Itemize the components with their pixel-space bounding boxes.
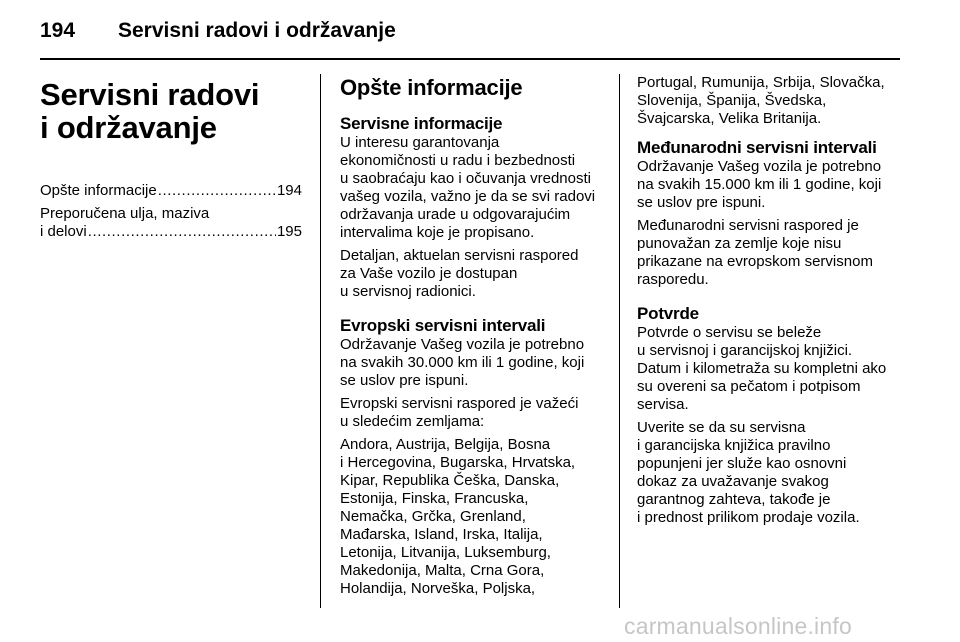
toc-leader-dots xyxy=(88,223,276,241)
subheading-potvrde: Potvrde xyxy=(637,304,699,323)
toc-entry[interactable] xyxy=(40,205,302,241)
paragraph: Evropski servisni raspored je važeći u sledećim zemljama: xyxy=(340,395,579,430)
toc-entry-page: 194 xyxy=(276,182,302,199)
paragraph: Održavanje Vašeg vozila je potrebno na svakih 15.000 km ili 1 godine, koji se uslov pre ispuni. xyxy=(637,158,882,211)
paragraph: U interesu garantovanja ekonomičnosti u radu i bezbednosti u saobraćaju kao i očuvanja vrednosti vašeg vozila, važno je da se svi radovi održavanja urade u odgovarajućim intervalima koje je propisano. xyxy=(340,134,596,241)
country-list-continued: Portugal, Rumunija, Srbija, Slovačka, Slovenija, Španija, Švedska, Švajcarska, Velika Britanija. xyxy=(637,74,885,127)
column-divider xyxy=(619,74,620,608)
subheading-medjunarodni-intervali: Međunarodni servisni intervali xyxy=(637,138,877,157)
paragraph: Međunarodni servisni raspored je punovažan za zemlje koje nisu prikazane na evropskom servisnom rasporedu. xyxy=(637,217,873,288)
paragraph: Uverite se da su servisna i garancijska knjižica pravilno popunjeni jer služe kao osnovni dokaz za uvažavanje svakog garantnog zahteva, takođe je i prednost prilikom prodaje vozila. xyxy=(637,419,860,526)
paragraph: Detaljan, aktuelan servisni raspored za Vaše vozilo je dostupan u servisnoj radionici. xyxy=(340,247,579,300)
page-header xyxy=(40,18,900,62)
toc-leader-dots xyxy=(158,182,276,200)
country-list: Andora, Austrija, Belgija, Bosna i Hercegovina, Bugarska, Hrvatska, Kipar, Republika Češka, Danska, Estonija, Finska, Francuska, Nemačka, Grčka, Grenland, Mađarska, Island, Irska, Italija, Letonija, Litvanija, Luksemburg, Makedonija, Malta, Crna Gora, Holandija, Norveška, Poljska, xyxy=(340,436,576,597)
section-title: Opšte informacije xyxy=(340,75,523,100)
paragraph: Održavanje Vašeg vozila je potrebno na svakih 30.000 km ili 1 godine, koji se uslov pre ispuni. xyxy=(340,336,585,389)
subheading-evropski-intervali: Evropski servisni intervali xyxy=(340,316,546,335)
running-title: Servisni radovi i održavanje xyxy=(118,19,396,42)
subheading-servisne-informacije: Servisne informacije xyxy=(340,114,503,133)
chapter-title: Servisni radovi i održavanje xyxy=(40,77,260,145)
paragraph: Potvrde o servisu se beleže u servisnoj i garancijskoj knjižici. Datum i kilometraža su kompletni ako su overeni sa pečatom i potpisom servisa. xyxy=(637,324,887,413)
header-rule xyxy=(40,58,900,60)
content-column-right xyxy=(637,74,903,532)
watermark: carmanualsonline.info xyxy=(624,613,852,639)
table-of-contents xyxy=(40,182,302,241)
column-divider xyxy=(320,74,321,608)
toc-entry-label: i delovi xyxy=(40,223,87,240)
toc-entry-page: 195 xyxy=(276,223,302,240)
page-number: 194 xyxy=(40,19,76,42)
content-column-middle xyxy=(340,74,604,598)
toc-entry[interactable] xyxy=(40,182,302,200)
toc-entry-label: Opšte informacije xyxy=(40,182,157,199)
chapter-column xyxy=(40,74,302,246)
toc-entry-label: Preporučena ulja, maziva xyxy=(40,205,210,222)
